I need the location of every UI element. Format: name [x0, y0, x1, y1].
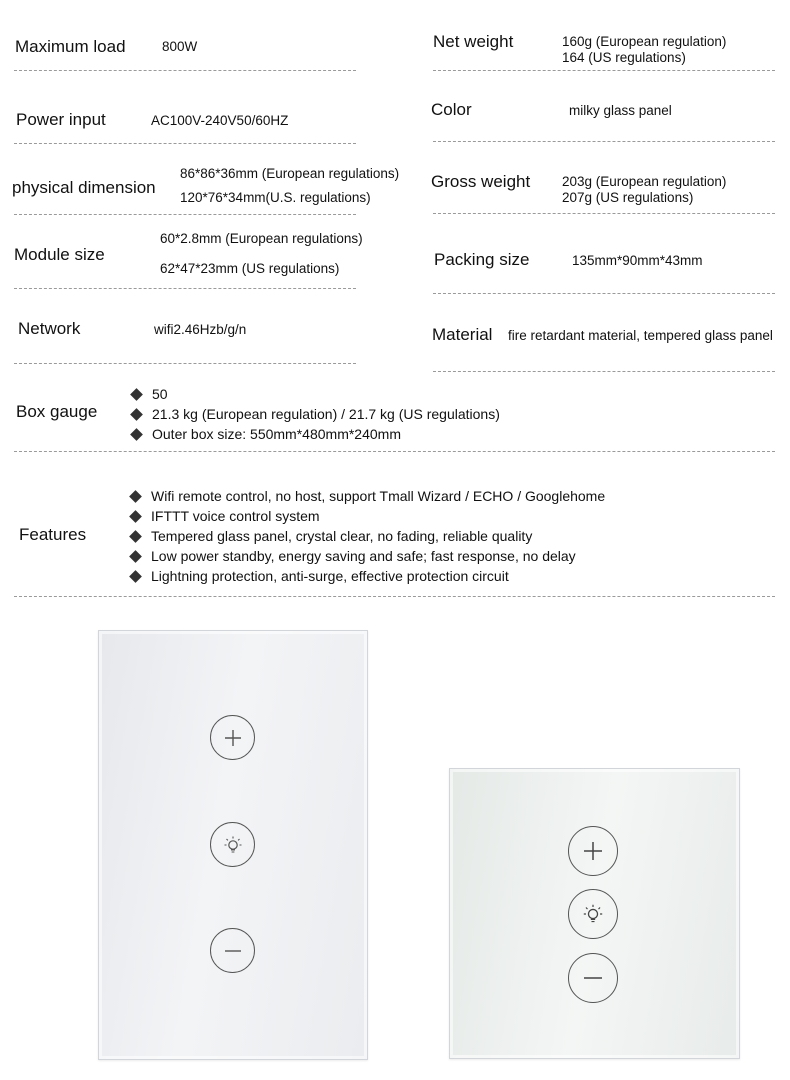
diamond-bullet-icon [129, 570, 142, 583]
spec-label-gross-weight: Gross weight [431, 172, 531, 191]
divider [433, 70, 775, 71]
diamond-bullet-icon [130, 408, 143, 421]
spec-label-power-input: Power input [16, 110, 106, 129]
spec-value-gross-weight-eu: 203g (European regulation) [562, 174, 727, 189]
divider [433, 371, 775, 372]
spec-value-physical-dimension-eu: 86*86*36mm (European regulations) [180, 166, 400, 181]
minus-button [568, 953, 618, 1003]
list-item: Wifi remote control, no host, support Tmall Wizard / ECHO / Googlehome [131, 486, 605, 506]
divider [14, 214, 356, 215]
list-item: Low power standby, energy saving and safe; fast response, no delay [131, 546, 605, 566]
spec-label-module-size: Module size [14, 245, 105, 264]
plus-icon [222, 727, 244, 749]
diamond-bullet-icon [129, 510, 142, 523]
bulb-icon [580, 901, 606, 927]
list-item: Outer box size: 550mm*480mm*240mm [132, 424, 500, 444]
eu-switch-panel [449, 768, 740, 1059]
divider [433, 213, 775, 214]
divider [14, 288, 356, 289]
divider [433, 141, 775, 142]
spec-value-material: fire retardant material, tempered glass panel [508, 328, 773, 343]
minus-icon [222, 940, 244, 962]
plus-icon [581, 839, 605, 863]
spec-label-net-weight: Net weight [433, 32, 514, 51]
list-item: 21.3 kg (European regulation) / 21.7 kg (US regulations) [132, 404, 500, 424]
bulb-icon [221, 833, 245, 857]
divider [14, 363, 356, 364]
features-list [131, 486, 605, 586]
divider [433, 293, 775, 294]
spec-value-packing-size: 135mm*90mm*43mm [572, 253, 703, 268]
spec-label-maximum-load: Maximum load [15, 37, 126, 56]
spec-value-net-weight-eu: 160g (European regulation) [562, 34, 727, 49]
spec-value-physical-dimension-us: 120*76*34mm(U.S. regulations) [180, 190, 371, 205]
plus-button [210, 715, 255, 760]
diamond-bullet-icon [129, 550, 142, 563]
spec-label-packing-size: Packing size [434, 250, 530, 269]
diamond-bullet-icon [130, 388, 143, 401]
plus-button [568, 826, 618, 876]
box-gauge-label: Box gauge [16, 402, 98, 421]
divider [14, 596, 775, 597]
diamond-bullet-icon [130, 428, 143, 441]
list-item: Tempered glass panel, crystal clear, no fading, reliable quality [131, 526, 605, 546]
bulb-button [568, 889, 618, 939]
list-item: 50 [132, 384, 500, 404]
spec-value-color: milky glass panel [569, 103, 672, 118]
spec-value-network: wifi2.46Hzb/g/n [154, 322, 247, 337]
spec-value-net-weight-us: 164 (US regulations) [562, 50, 686, 65]
minus-icon [581, 966, 605, 990]
spec-label-network: Network [18, 319, 81, 338]
spec-value-maximum-load: 800W [162, 39, 198, 54]
diamond-bullet-icon [129, 530, 142, 543]
divider [14, 451, 775, 452]
list-item: IFTTT voice control system [131, 506, 605, 526]
spec-value-module-size-us: 62*47*23mm (US regulations) [160, 261, 340, 276]
diamond-bullet-icon [129, 490, 142, 503]
list-item: Lightning protection, anti-surge, effective protection circuit [131, 566, 605, 586]
spec-label-color: Color [431, 100, 472, 119]
spec-label-physical-dimension: physical dimension [12, 178, 156, 197]
bulb-button [210, 822, 255, 867]
features-label: Features [19, 525, 87, 544]
spec-label-material: Material [432, 325, 493, 344]
divider [14, 143, 356, 144]
spec-value-power-input: AC100V-240V50/60HZ [151, 113, 289, 128]
spec-value-gross-weight-us: 207g (US regulations) [562, 190, 694, 205]
spec-value-module-size-eu: 60*2.8mm (European regulations) [160, 231, 363, 246]
minus-button [210, 928, 255, 973]
divider [14, 70, 356, 71]
us-switch-panel [98, 630, 368, 1060]
box-gauge-list [132, 384, 500, 444]
